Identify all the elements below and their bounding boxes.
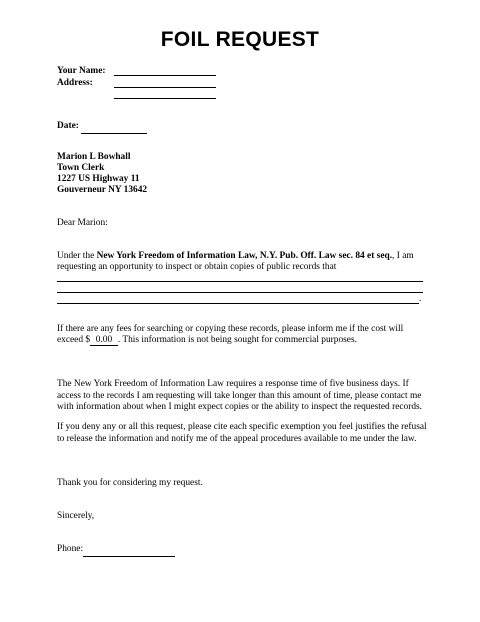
your-name-field[interactable] (114, 75, 216, 76)
recipient-title: Town Clerk (57, 163, 105, 173)
address-field-line-1[interactable] (114, 87, 216, 88)
salutation: Dear Marion: (57, 218, 108, 228)
law-citation: New York Freedom of Information Law, N.Y. Pub. Off. Law sec. 84 et seq. (96, 251, 393, 261)
form-title: FOIL REQUEST (160, 28, 320, 51)
request-line-2: requesting an opportunity to inspect or obtain copies of public records that (57, 262, 337, 272)
your-name-label: Your Name: (57, 66, 106, 76)
request-line-1: Under the New York Freedom of Information Law, N.Y. Pub. Off. Law sec. 84 et seq., I am (57, 251, 414, 261)
records-description-line-2[interactable] (57, 292, 423, 293)
closing: Sincerely, (57, 511, 95, 521)
recipient-name: Marion L Bowhall (57, 152, 131, 162)
denial-paragraph: If you deny any or all this request, please cite each specific exemption you feel justifies the refusal to release the information and notify me of the appeal procedures available to me under the law. (57, 422, 427, 444)
fee-amount-field[interactable]: 0.00 (90, 335, 118, 346)
recipient-street: 1227 US Highway 11 (57, 174, 140, 184)
phone-label: Phone: (57, 544, 175, 557)
thanks-line: Thank you for considering my request. (57, 478, 203, 488)
fees-line-1: If there are any fees for searching or copying these records, please inform me if the cost will (57, 324, 404, 334)
records-end-period: . (419, 294, 422, 304)
phone-field[interactable] (83, 544, 175, 557)
address-label: Address: (57, 78, 93, 88)
address-field-line-2[interactable] (114, 98, 216, 99)
response-time-paragraph: The New York Freedom of Information Law requires a response time of five business days. If access to the records I am requesting will take longer than this amount of time, please contact me with information about when I might expect copies or the ability to inspect the requested records. (57, 379, 423, 412)
date-field[interactable] (81, 121, 147, 134)
fees-line-2: exceed $ 0.00 . This information is not being sought for commercial purposes. (57, 335, 357, 345)
recipient-city: Gouverneur NY 13642 (57, 185, 148, 195)
records-description-line-3[interactable] (57, 303, 419, 304)
records-description-line-1[interactable] (57, 281, 423, 282)
date-label: Date: (57, 121, 147, 134)
